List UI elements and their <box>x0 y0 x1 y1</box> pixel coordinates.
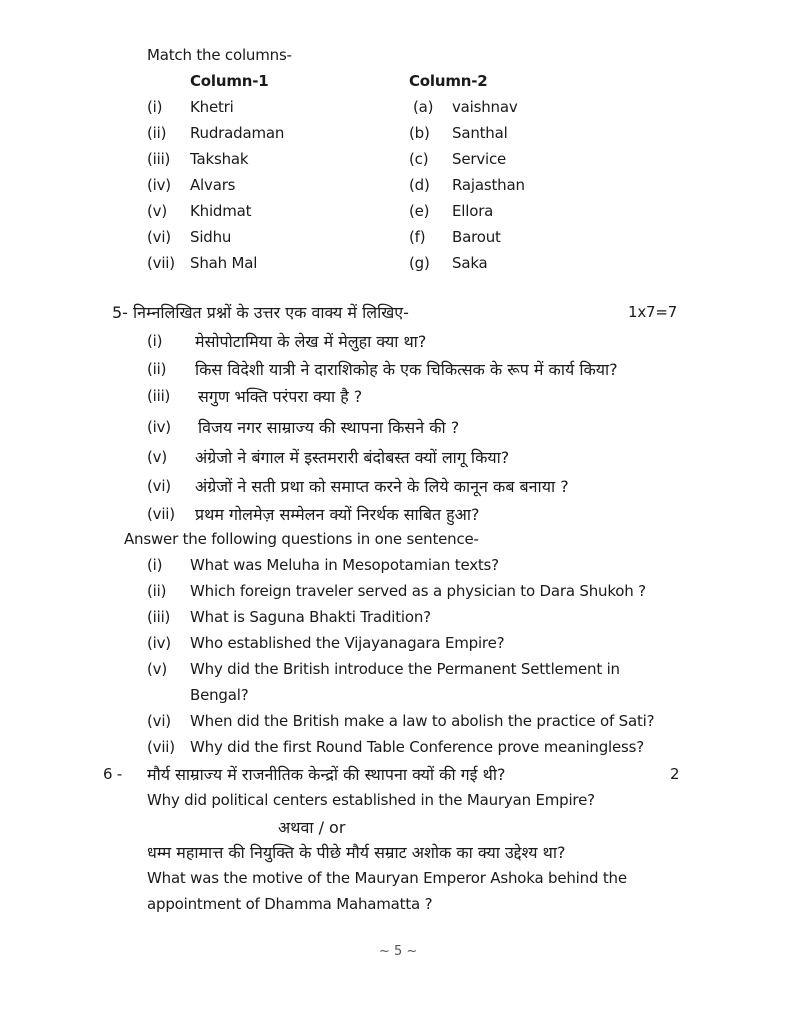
q5-english-item-continuation: Bengal? <box>190 686 249 704</box>
q6-hindi-question-1: मौर्य साम्राज्य में राजनीतिक केन्द्रों की स्थापना क्यों की गई थी? <box>147 765 506 784</box>
column-2-item: Santhal <box>452 124 508 142</box>
column-2-item: vaishnav <box>452 98 518 116</box>
q5-english-item: What was Meluha in Mesopotamian texts? <box>190 556 499 574</box>
column-1-item-number: (v) <box>147 202 167 220</box>
q5-hindi-item: सगुण भक्ति परंपरा क्या है ? <box>198 387 363 406</box>
column-1-item: Rudradaman <box>190 124 285 142</box>
q5-english-item: When did the British make a law to abolish the practice of Sati? <box>190 712 655 730</box>
q5-hindi-item-number: (vi) <box>147 477 171 495</box>
q5-english-item: Why did the first Round Table Conference prove meaningless? <box>190 738 645 756</box>
column-1-item: Takshak <box>190 150 249 168</box>
q6-number: 6 - <box>103 765 123 783</box>
q5-english-item: Which foreign traveler served as a physician to Dara Shukoh ? <box>190 582 646 600</box>
q5-hindi-item-number: (iii) <box>147 387 171 405</box>
column-2-item-letter: (d) <box>409 176 430 194</box>
column-1-item: Sidhu <box>190 228 232 246</box>
q5-english-item-number: (v) <box>147 660 167 678</box>
q5-hindi-item-number: (v) <box>147 448 167 466</box>
column-1-item-number: (vi) <box>147 228 171 246</box>
column-1-item-number: (vii) <box>147 254 175 272</box>
q6-hindi-question-2: धम्म महामात्त की नियुक्ति के पीछे मौर्य सम्राट अशोक का क्या उद्देश्य था? <box>147 843 566 862</box>
q5-hindi-item: अंग्रेजों ने सती प्रथा को समाप्त करने के लिये कानून कब बनाया ? <box>195 477 569 496</box>
column-1-item-number: (i) <box>147 98 163 116</box>
q5-english-item-number: (iii) <box>147 608 171 626</box>
q5-hindi-item: प्रथम गोलमेज़ सम्मेलन क्यों निरर्थक साबित हुआ? <box>195 505 480 524</box>
column-2-item-letter: (a) <box>413 98 434 116</box>
column-2-item: Service <box>452 150 507 168</box>
q5-hindi-item: विजय नगर साम्राज्य की स्थापना किसने की ? <box>198 418 460 437</box>
column-2-item-letter: (b) <box>409 124 430 142</box>
column-2-item: Rajasthan <box>452 176 525 194</box>
q5-hindi-item-number: (ii) <box>147 360 167 378</box>
match-title: Match the columns- <box>147 46 292 64</box>
q5-english-item-number: (iv) <box>147 634 171 652</box>
column-1-item-number: (ii) <box>147 124 167 142</box>
column-2-item-letter: (g) <box>409 254 430 272</box>
column-2-item: Ellora <box>452 202 494 220</box>
q5-english-item-number: (i) <box>147 556 163 574</box>
q6-english-question-1: Why did political centers established in the Mauryan Empire? <box>147 791 595 809</box>
q5-english-item-number: (vi) <box>147 712 171 730</box>
column-1-item-number: (iv) <box>147 176 171 194</box>
column-1-item: Alvars <box>190 176 236 194</box>
q6-or-label: अथवा / or <box>278 818 346 837</box>
q5-english-item: Why did the British introduce the Permanent Settlement in <box>190 660 620 678</box>
q5-english-item: Who established the Vijayanagara Empire? <box>190 634 505 652</box>
q6-marks: 2 <box>670 765 680 783</box>
q6-english-question-2-line-1: What was the motive of the Mauryan Emperor Ashoka behind the <box>147 869 627 887</box>
q5-hindi-item-number: (iv) <box>147 418 171 436</box>
column-1-header: Column-1 <box>190 72 269 90</box>
column-2-item-letter: (f) <box>409 228 426 246</box>
q5-english-item: What is Saguna Bhakti Tradition? <box>190 608 431 626</box>
q6-english-question-2-line-2: appointment of Dhamma Mahamatta ? <box>147 895 433 913</box>
column-2-item-letter: (c) <box>409 150 429 168</box>
column-1-item: Khidmat <box>190 202 252 220</box>
column-2-item-letter: (e) <box>409 202 430 220</box>
q5-english-item-number: (vii) <box>147 738 175 756</box>
column-1-item: Khetri <box>190 98 234 116</box>
q5-hindi-heading: 5- निम्नलिखित प्रश्नों के उत्तर एक वाक्य में लिखिए- <box>112 303 409 322</box>
q5-hindi-item-number: (vii) <box>147 505 175 523</box>
column-2-header: Column-2 <box>409 72 488 90</box>
q5-hindi-item: अंग्रेजो ने बंगाल में इस्तमरारी बंदोबस्त क्यों लागू किया? <box>195 448 510 467</box>
q5-marks: 1x7=7 <box>628 303 678 321</box>
q5-hindi-item-number: (i) <box>147 332 163 350</box>
page-number: ~ 5 ~ <box>379 944 418 959</box>
q5-english-item-number: (ii) <box>147 582 167 600</box>
column-2-item: Barout <box>452 228 501 246</box>
column-1-item: Shah Mal <box>190 254 258 272</box>
column-1-item-number: (iii) <box>147 150 171 168</box>
q5-hindi-item: किस विदेशी यात्री ने दाराशिकोह के एक चिकित्सक के रूप में कार्य किया? <box>195 360 618 379</box>
q5-english-heading: Answer the following questions in one sentence- <box>124 530 479 548</box>
q5-hindi-item: मेसोपोटामिया के लेख में मेलुहा क्या था? <box>195 332 427 351</box>
column-2-item: Saka <box>452 254 488 272</box>
